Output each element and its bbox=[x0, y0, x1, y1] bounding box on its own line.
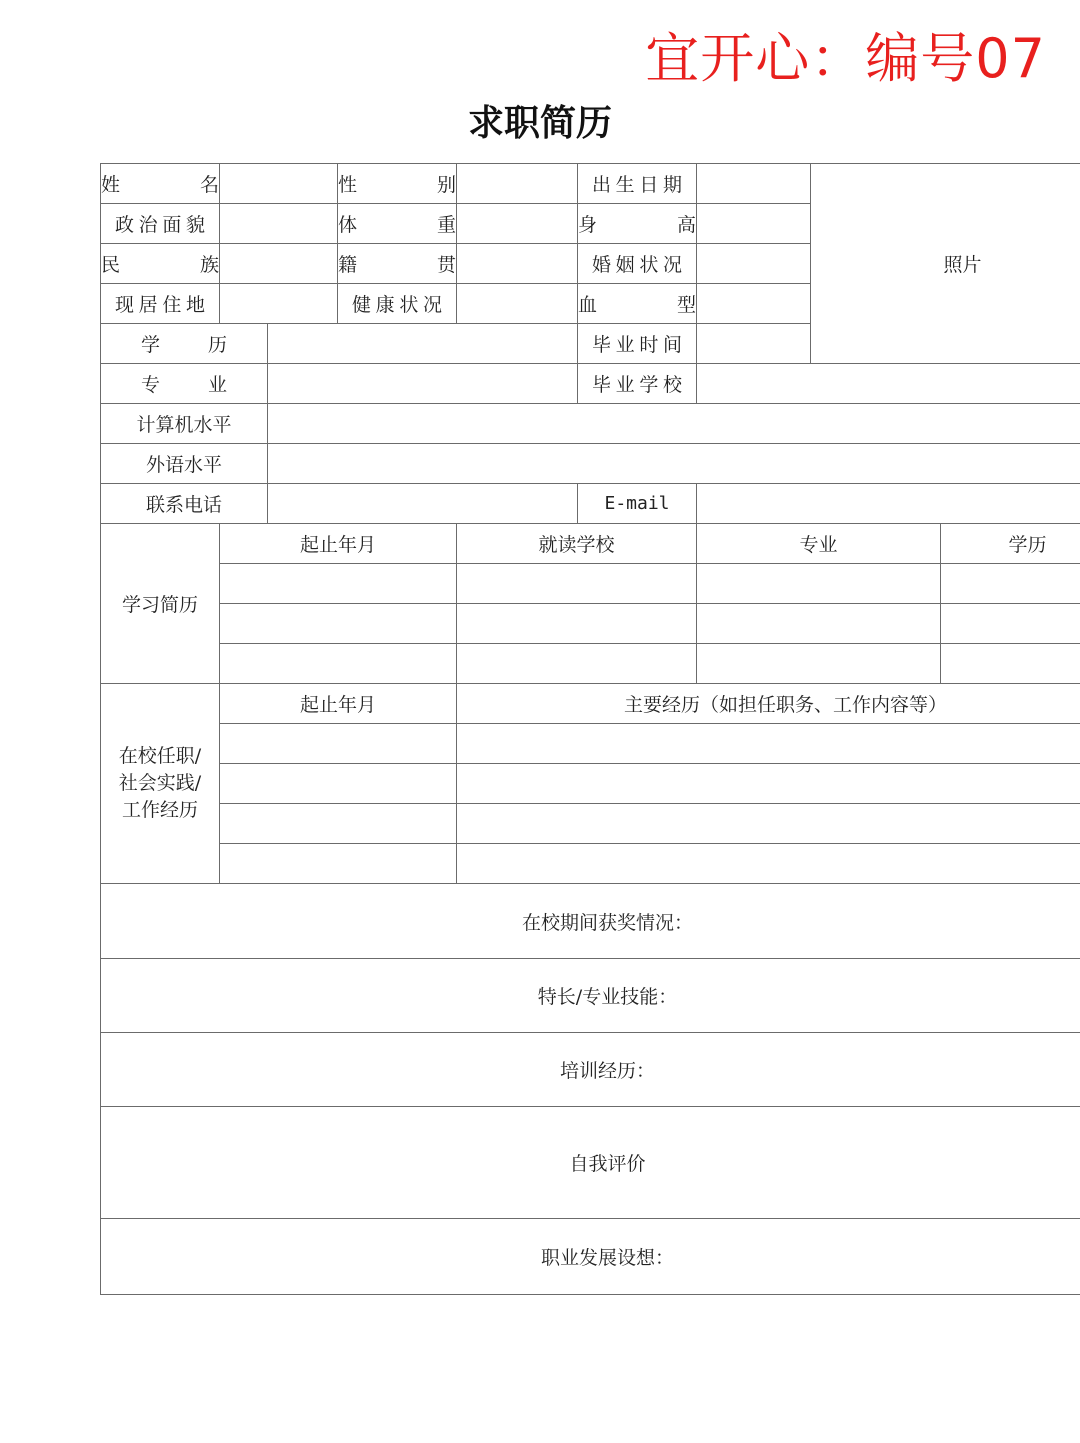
field-computer[interactable] bbox=[268, 404, 1080, 444]
work-row bbox=[101, 844, 1080, 884]
watermark-label: 宜开心：编号07 bbox=[645, 27, 1046, 90]
study-header-major: 专业 bbox=[697, 524, 941, 564]
study-row bbox=[101, 604, 1080, 644]
field-education[interactable] bbox=[268, 324, 578, 364]
study-cell-degree[interactable] bbox=[941, 564, 1080, 604]
field-ethnicity[interactable] bbox=[220, 244, 338, 284]
study-cell-major[interactable] bbox=[697, 564, 941, 604]
row-computer bbox=[101, 404, 1080, 444]
field-school[interactable] bbox=[697, 364, 1080, 404]
field-marital[interactable] bbox=[697, 244, 811, 284]
work-cell-details[interactable] bbox=[457, 844, 1080, 884]
section-study: 学习简历 bbox=[101, 524, 220, 684]
work-header-row bbox=[101, 684, 1080, 724]
study-cell-period[interactable] bbox=[220, 564, 457, 604]
page-title: 求职简历 bbox=[467, 102, 612, 144]
label-health: 健康状况 bbox=[338, 284, 457, 324]
field-health[interactable] bbox=[457, 284, 578, 324]
field-birth[interactable] bbox=[697, 164, 811, 204]
study-cell-period[interactable] bbox=[220, 644, 457, 684]
study-row bbox=[101, 564, 1080, 604]
field-major[interactable] bbox=[268, 364, 578, 404]
label-email: E-mail bbox=[578, 484, 697, 524]
work-cell-period[interactable] bbox=[220, 804, 457, 844]
work-row bbox=[101, 764, 1080, 804]
career-field[interactable]: 职业发展设想： bbox=[101, 1219, 1080, 1295]
field-phone[interactable] bbox=[268, 484, 578, 524]
field-political[interactable] bbox=[220, 204, 338, 244]
label-blood: 血 型 bbox=[578, 284, 697, 324]
career-row bbox=[101, 1219, 1080, 1295]
study-cell-period[interactable] bbox=[220, 604, 457, 644]
field-address[interactable] bbox=[220, 284, 338, 324]
label-native-place: 籍 贯 bbox=[338, 244, 457, 284]
study-cell-major[interactable] bbox=[697, 644, 941, 684]
field-language[interactable] bbox=[268, 444, 1080, 484]
skills-row bbox=[101, 959, 1080, 1033]
study-cell-major[interactable] bbox=[697, 604, 941, 644]
work-header-period: 起止年月 bbox=[220, 684, 457, 724]
label-language: 外语水平 bbox=[101, 444, 268, 484]
field-blood[interactable] bbox=[697, 284, 811, 324]
study-cell-school[interactable] bbox=[457, 644, 697, 684]
resume-form bbox=[100, 163, 1080, 1295]
field-gender[interactable] bbox=[457, 164, 578, 204]
photo-cell[interactable]: 照片 bbox=[811, 164, 1080, 364]
label-marital: 婚姻状况 bbox=[578, 244, 697, 284]
study-cell-school[interactable] bbox=[457, 564, 697, 604]
self-eval-row bbox=[101, 1107, 1080, 1219]
study-cell-degree[interactable] bbox=[941, 604, 1080, 644]
work-row bbox=[101, 804, 1080, 844]
label-address: 现居住地 bbox=[101, 284, 220, 324]
self-eval-field[interactable]: 自我评价 bbox=[101, 1107, 1080, 1219]
work-cell-period[interactable] bbox=[220, 844, 457, 884]
row-major bbox=[101, 364, 1080, 404]
training-field[interactable]: 培训经历： bbox=[101, 1033, 1080, 1107]
work-cell-period[interactable] bbox=[220, 764, 457, 804]
awards-field[interactable]: 在校期间获奖情况： bbox=[101, 884, 1080, 959]
label-political: 政治面貌 bbox=[101, 204, 220, 244]
label-grad-time: 毕业时间 bbox=[578, 324, 697, 364]
row-phone bbox=[101, 484, 1080, 524]
work-cell-details[interactable] bbox=[457, 804, 1080, 844]
label-phone: 联系电话 bbox=[101, 484, 268, 524]
label-birth: 出生日期 bbox=[578, 164, 697, 204]
label-major: 专 业 bbox=[101, 364, 268, 404]
awards-row bbox=[101, 884, 1080, 959]
study-header-row bbox=[101, 524, 1080, 564]
label-name: 姓 名 bbox=[101, 164, 220, 204]
training-row bbox=[101, 1033, 1080, 1107]
work-cell-details[interactable] bbox=[457, 764, 1080, 804]
section-work: 在校任职/ 社会实践/ 工作经历 bbox=[101, 684, 220, 884]
study-cell-degree[interactable] bbox=[941, 644, 1080, 684]
label-height: 身 高 bbox=[578, 204, 697, 244]
label-gender: 性 别 bbox=[338, 164, 457, 204]
work-cell-period[interactable] bbox=[220, 724, 457, 764]
work-header-details: 主要经历（如担任职务、工作内容等） bbox=[457, 684, 1080, 724]
work-row bbox=[101, 724, 1080, 764]
study-row bbox=[101, 644, 1080, 684]
label-ethnicity: 民 族 bbox=[101, 244, 220, 284]
row-language bbox=[101, 444, 1080, 484]
label-education: 学 历 bbox=[101, 324, 268, 364]
row-name bbox=[101, 164, 1080, 204]
label-school: 毕业学校 bbox=[578, 364, 697, 404]
field-email[interactable] bbox=[697, 484, 1080, 524]
study-header-period: 起止年月 bbox=[220, 524, 457, 564]
field-grad-time[interactable] bbox=[697, 324, 811, 364]
field-native-place[interactable] bbox=[457, 244, 578, 284]
field-weight[interactable] bbox=[457, 204, 578, 244]
study-header-degree: 学历 bbox=[941, 524, 1080, 564]
study-header-school: 就读学校 bbox=[457, 524, 697, 564]
work-cell-details[interactable] bbox=[457, 724, 1080, 764]
label-computer: 计算机水平 bbox=[101, 404, 268, 444]
skills-field[interactable]: 特长/专业技能： bbox=[101, 959, 1080, 1033]
study-cell-school[interactable] bbox=[457, 604, 697, 644]
field-height[interactable] bbox=[697, 204, 811, 244]
field-name[interactable] bbox=[220, 164, 338, 204]
label-weight: 体 重 bbox=[338, 204, 457, 244]
